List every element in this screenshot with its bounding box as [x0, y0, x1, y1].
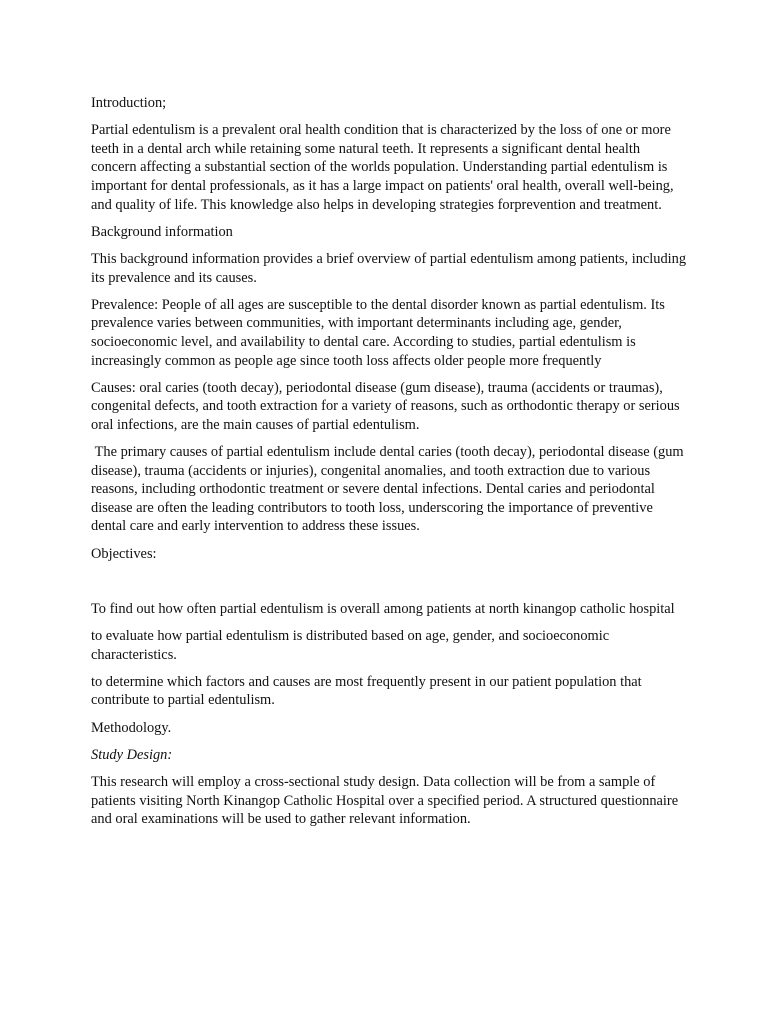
objectives-heading: Objectives: [91, 545, 157, 562]
primary-causes-paragraph: The primary causes of partial edentulism include dental caries (tooth decay), periodontal disease (gum disease), trauma (accidents or injuries), congenital anomalies, and tooth extraction due to various reasons, including orthodontic treatment or severe dental infections. Dental caries and periodontal disease are often the leading contributors to tooth loss, underscoring the importance of preventive dental care and early intervention to address these issues. [91, 444, 688, 535]
background-paragraph: This background information provides a brief overview of partial edentulism among patients, including its prevalence and its causes. [91, 250, 687, 286]
study-design-heading: Study Design: [91, 746, 173, 763]
intro-heading: Introduction; [91, 95, 167, 111]
study-design-paragraph: This research will employ a cross-sectional study design. Data collection will be from a sample of patients visiting North Kinangop Catholic Hospital over a specified period. A structured questionnaire and oral examinations will be used to gather relevant information. [91, 773, 679, 828]
background-heading: Background information [91, 223, 233, 240]
methodology-heading: Methodology. [91, 719, 172, 736]
intro-paragraph: Partial edentulism is a prevalent oral health condition that is characterized by the loss of one or more teeth in a dental arch while retaining some natural teeth. It represents a significant dental health concern affecting a substantial section of the worlds population. Understanding partial edentulism is important for dental professionals, as it has a large impact on patients' oral health, overall well-being, and quality of life. This knowledge also helps in developing strategies forprevention and treatment. [91, 122, 674, 213]
objective-item: To find out how often partial edentulism is overall among patients at north kinangop catholic hospital [91, 600, 675, 617]
objective-item: to evaluate how partial edentulism is distributed based on age, gender, and socioeconomic characteristics. [91, 628, 610, 663]
blank-line [91, 572, 688, 600]
prevalence-paragraph: Prevalence: People of all ages are susceptible to the dental disorder known as partial edentulism. Its prevalence varies between communities, with important determinants including age, gender, socioeconomic level, and availability to dental care. According to studies, partial edentulism is increasingly common as people age since tooth loss affects older people more frequently [91, 296, 665, 369]
causes-paragraph: Causes: oral caries (tooth decay), periodontal disease (gum disease), trauma (accidents or traumas), congenital defects, and tooth extraction for a variety of reasons, such as orthodontic therapy or serious oral infections, are the main causes of partial edentulism. [91, 379, 680, 433]
objective-item: to determine which factors and causes are most frequently present in our patient population that contribute to partial edentulism. [91, 673, 642, 709]
